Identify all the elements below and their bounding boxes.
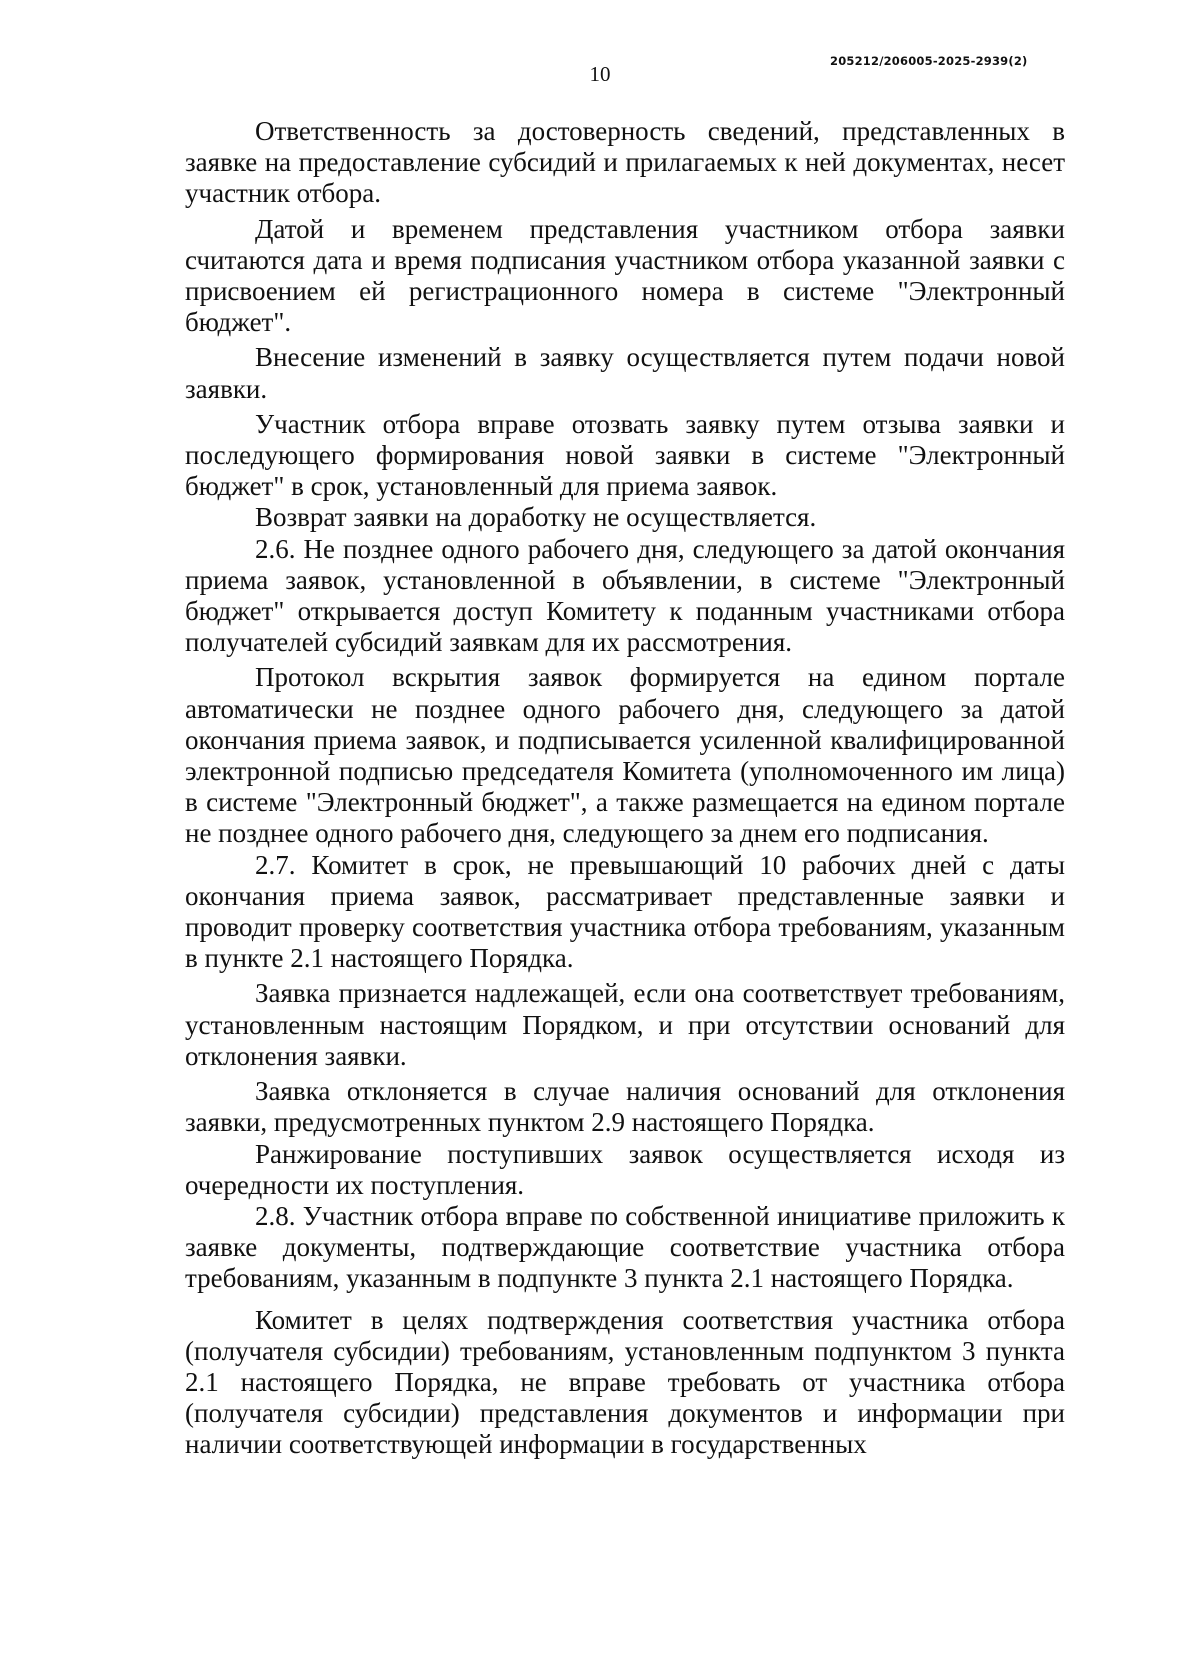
paragraph-committee-verification: Комитет в целях подтверждения соответствия участника отбора (получателя субсидии) требованиям, установленным подпунктом 3 пункта 2.1 настоящего Порядка, не вправе требовать от участника отбора (получателя субсидии) представления документов и информации при наличии соответствующей информации в государственных	[185, 1304, 1065, 1460]
paragraph-proper-application: Заявка признается надлежащей, если она соответствует требованиям, установленным настоящим Порядком, и при отсутствии оснований для отклонения заявки.	[185, 978, 1065, 1071]
paragraph-changes: Внесение изменений в заявку осуществляется путем подачи новой заявки.	[185, 342, 1065, 404]
paragraph-2-8: 2.8. Участник отбора вправе по собственной инициативе приложить к заявке документы, подтверждающие соответствие участника отбора требованиям, указанным в подпункте 3 пункта 2.1 настоящего Порядка.	[185, 1200, 1065, 1294]
paragraph-withdrawal: Участник отбора вправе отозвать заявку путем отзыва заявки и последующего формирования новой заявки в системе "Электронный бюджет" в срок, установленный для приема заявок.	[185, 408, 1065, 502]
paragraph-rejection: Заявка отклоняется в случае наличия оснований для отклонения заявки, предусмотренных пунктом 2.9 настоящего Порядка.	[185, 1076, 1065, 1138]
document-id: 205212/206005-2025-2939(2)	[830, 54, 1028, 68]
page-number: 10	[589, 62, 611, 86]
document-body	[185, 116, 1065, 1461]
paragraph-ranking: Ранжирование поступивших заявок осуществляется исходя из очередности их поступления.	[185, 1138, 1065, 1200]
paragraph-2-7: 2.7. Комитет в срок, не превышающий 10 рабочих дней с даты окончания приема заявок, рассматривает представленные заявки и проводит проверку соответствия участника отбора требованиям, указанным в пункте 2.1 настоящего Порядка.	[185, 849, 1065, 974]
paragraph-submission-date: Датой и временем представления участником отбора заявки считаются дата и время подписания участником отбора указанной заявки с присвоением ей регистрационного номера в системе "Электронный бюджет".	[185, 213, 1065, 338]
paragraph-protocol: Протокол вскрытия заявок формируется на едином портале автоматически не позднее одного рабочего дня, следующего за датой окончания приема заявок, и подписывается усиленной квалифицированной электронной подписью председателя Комитета (уполномоченного им лица) в системе "Электронный бюджет", а также размещается на едином портале не позднее одного рабочего дня, следующего за днем его подписания.	[185, 662, 1065, 849]
paragraph-no-return: Возврат заявки на доработку не осуществляется.	[255, 502, 817, 533]
paragraph-2-6: 2.6. Не позднее одного рабочего дня, следующего за датой окончания приема заявок, установленной в объявлении, в системе "Электронный бюджет" открывается доступ Комитету к поданным участниками отбора получателей субсидий заявкам для их рассмотрения.	[185, 533, 1065, 658]
paragraph-responsibility: Ответственность за достоверность сведений, представленных в заявке на предоставление субсидий и прилагаемых к ней документах, несет участник отбора.	[185, 116, 1065, 209]
